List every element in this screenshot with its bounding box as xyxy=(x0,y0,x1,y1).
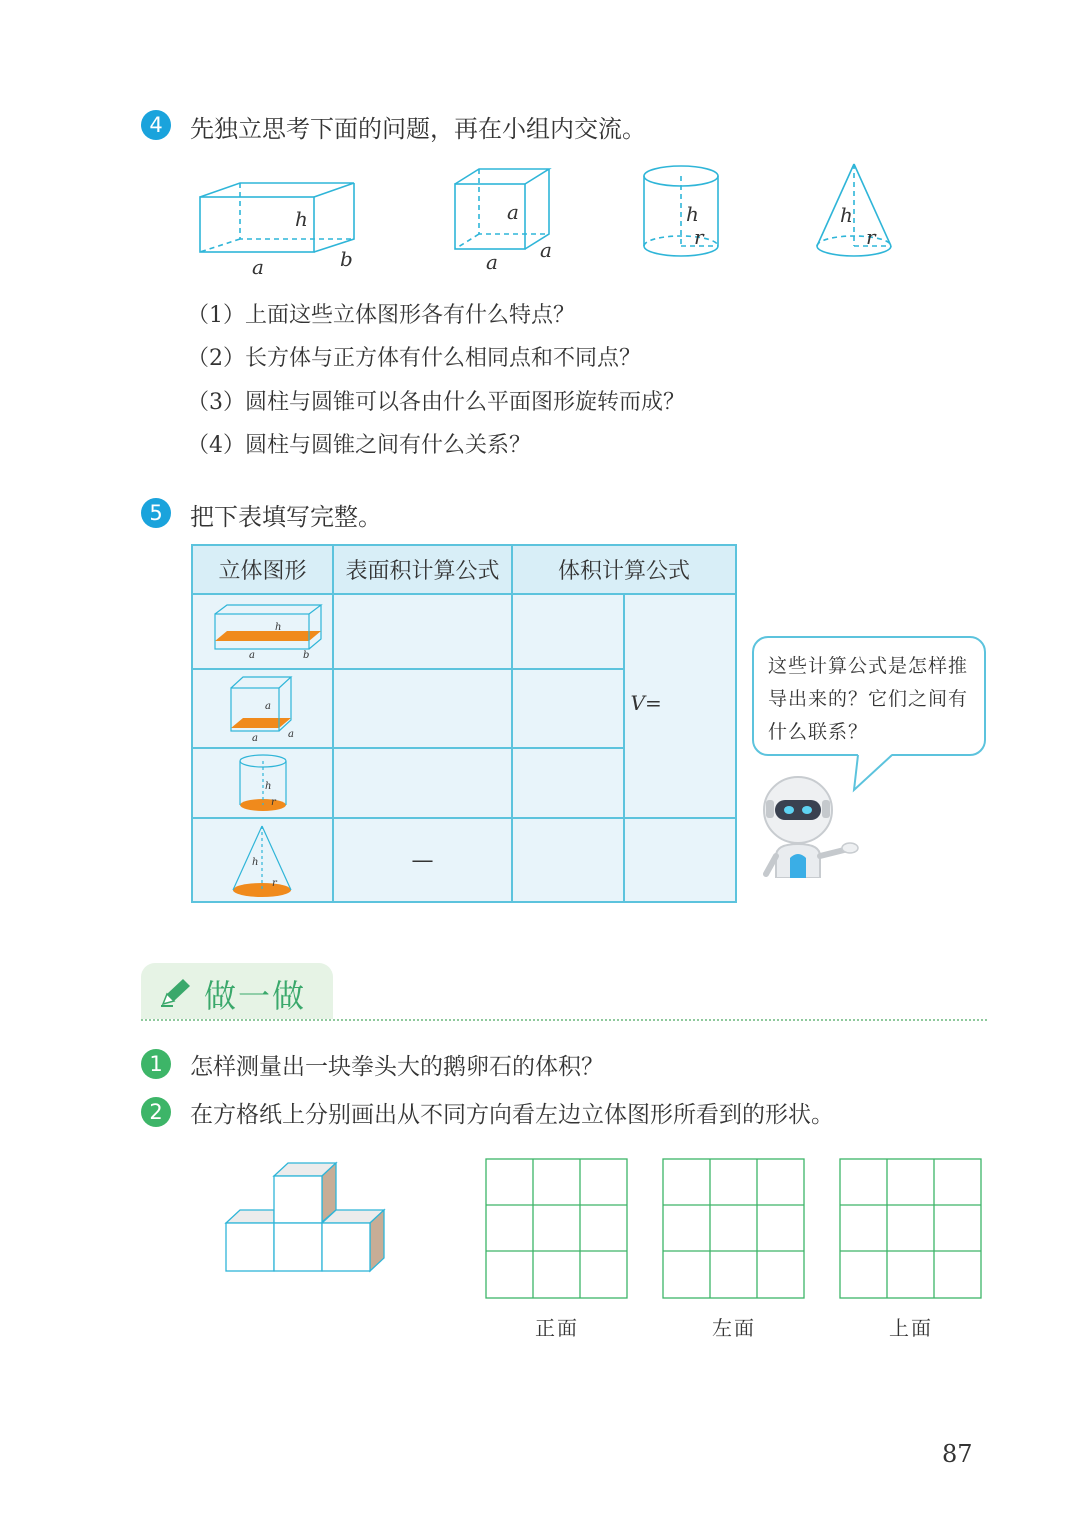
table-cuboid-b-label: b xyxy=(303,650,310,661)
question-5-number-badge: 5 xyxy=(141,498,171,528)
table-cell-cone-surface[interactable]: — xyxy=(333,818,512,902)
cuboid-h-label: h xyxy=(295,207,308,231)
table-cube-side-label: a xyxy=(288,729,294,740)
section-divider xyxy=(141,1019,987,1021)
table-cell-cube-surface[interactable] xyxy=(333,669,512,748)
cube-bottom-label: a xyxy=(486,250,498,274)
table-cone-h-label: h xyxy=(252,857,259,868)
zuo-yi-zuo-tab xyxy=(141,963,333,1019)
shared-volume-formula: V= xyxy=(630,691,662,715)
zuo-item-2-badge: 2 xyxy=(141,1097,171,1127)
question-5-heading: 把下表填写完整。 xyxy=(190,503,382,531)
table-header-surface: 表面积计算公式 xyxy=(333,545,512,594)
cone-h-label: h xyxy=(840,203,853,227)
question-4-item-1: （1）上面这些立体图形各有什么特点？ xyxy=(187,303,575,328)
table-header-volume: 体积计算公式 xyxy=(512,545,736,594)
cylinder-r-label: r xyxy=(694,225,704,249)
table-cell-cone-volume-1[interactable] xyxy=(512,818,623,902)
cylinder-figure xyxy=(640,162,724,262)
table-cuboid-h-label: h xyxy=(275,622,282,633)
zuo-item-2-text: 在方格纸上分别画出从不同方向看左边立体图形所看到的形状。 xyxy=(190,1102,834,1128)
robot-illustration xyxy=(758,770,862,878)
table-cuboid-a-label: a xyxy=(249,650,255,661)
question-4-item-4: （4）圆柱与圆锥之间有什么关系？ xyxy=(187,433,531,458)
grid-top-view[interactable] xyxy=(839,1158,983,1300)
cuboid-a-label: a xyxy=(252,255,264,279)
table-cell-shared-volume[interactable] xyxy=(624,594,736,818)
table-cell-cuboid-volume[interactable] xyxy=(512,594,623,669)
cube-top-label: a xyxy=(507,200,519,224)
table-cone-r-label: r xyxy=(272,878,277,889)
page-number: 87 xyxy=(942,1440,973,1468)
cube-stack-figure xyxy=(222,1160,388,1276)
table-cube-top-label: a xyxy=(265,701,271,712)
pencil-icon xyxy=(159,976,193,1008)
table-cell-cone-volume-2[interactable] xyxy=(624,818,736,902)
grid-left-view[interactable] xyxy=(662,1158,806,1300)
table-cell-cube xyxy=(192,669,333,748)
table-cylinder-h-label: h xyxy=(265,781,272,792)
table-cell-cuboid xyxy=(192,594,333,669)
table-cell-cone xyxy=(192,818,333,902)
cone-r-label: r xyxy=(866,225,876,249)
top-view-label: 上面 xyxy=(889,1316,933,1340)
left-view-label: 左面 xyxy=(712,1316,756,1340)
table-header-shape: 立体图形 xyxy=(192,545,333,594)
zuo-yi-zuo-title: 做一做 xyxy=(204,977,307,1015)
table-cell-cube-volume[interactable] xyxy=(512,669,623,748)
question-4-item-2: （2）长方体与正方体有什么相同点和不同点？ xyxy=(187,346,641,371)
front-view-label: 正面 xyxy=(535,1316,579,1340)
question-4-number-badge: 4 xyxy=(141,110,171,140)
cylinder-h-label: h xyxy=(686,202,699,226)
table-cell-cylinder xyxy=(192,748,333,818)
question-4-heading: 先独立思考下面的问题，再在小组内交流。 xyxy=(190,115,646,143)
speech-bubble-text: 这些计算公式是怎样推导出来的？它们之间有什么联系？ xyxy=(768,655,969,743)
cuboid-figure xyxy=(190,175,370,285)
cube-figure xyxy=(448,162,568,277)
table-cylinder-r-label: r xyxy=(271,797,276,808)
cuboid-b-label: b xyxy=(340,247,353,271)
speech-bubble xyxy=(752,636,986,756)
zuo-item-1-badge: 1 xyxy=(141,1049,171,1079)
cube-side-label: a xyxy=(540,238,552,262)
table-cell-cuboid-surface[interactable] xyxy=(333,594,512,669)
zuo-item-1-text: 怎样测量出一块拳头大的鹅卵石的体积？ xyxy=(190,1054,604,1080)
grid-front-view[interactable] xyxy=(485,1158,629,1300)
table-cube-bottom-label: a xyxy=(252,733,258,744)
cone-figure xyxy=(812,160,896,262)
table-cell-cylinder-volume[interactable] xyxy=(512,748,623,818)
table-cell-cylinder-surface[interactable] xyxy=(333,748,512,818)
formula-table xyxy=(191,544,737,903)
question-4-item-3: （3）圆柱与圆锥可以各由什么平面图形旋转而成？ xyxy=(187,390,685,415)
